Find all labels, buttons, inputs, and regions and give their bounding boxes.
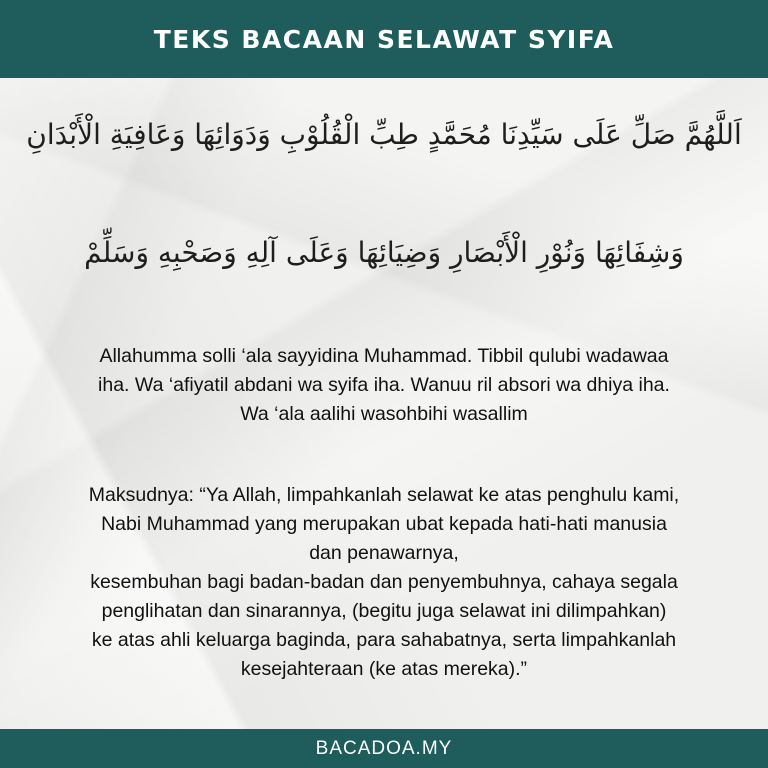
footer-banner	[0, 729, 768, 768]
meaning-line: ke atas ahli keluarga baginda, para sahabatnya, serta limpahkanlah	[91, 629, 677, 651]
meaning-line: Maksudnya: “Ya Allah, limpahkanlah selawat ke atas penghulu kami,	[88, 484, 680, 506]
meaning-line: kesembuhan bagi badan-badan dan penyembuhnya, cahaya segala	[90, 571, 678, 593]
arabic-text-line-1: اَللَّهُمَّ صَلِّ عَلَى سَيِّدِنَا مُحَمَّدٍ طِبِّ الْقُلُوْبِ وَدَوَائِهَا وَعَافِيَةِ الْأَبْدَانِ	[26, 118, 742, 151]
transliteration-line: Allahumma solli ‘ala sayyidina Muhammad. Tibbil qulubi wadawaa	[99, 345, 669, 367]
meaning-paragraph	[2, 481, 766, 684]
meaning-line: Nabi Muhammad yang merupakan ubat kepada hati-hati manusia	[101, 513, 667, 535]
transliteration-line: Wa ‘ala aalihi wasohbihi wasallim	[240, 403, 528, 425]
transliteration-paragraph	[6, 342, 762, 429]
meaning-line: penglihatan dan sinarannya, (begitu juga selawat ini dilimpahkan)	[101, 600, 667, 622]
transliteration-line: iha. Wa ‘afiyatil abdani wa syifa iha. Wanuu ril absori wa dhiya iha.	[98, 374, 670, 396]
meaning-line: kesejahteraan (ke atas mereka).”	[240, 658, 528, 680]
page-title: TEKS BACAAN SELAWAT SYIFA	[153, 24, 615, 54]
footer-site-name: BACADOA.MY	[315, 737, 453, 759]
title-banner	[0, 0, 768, 78]
arabic-text-line-2: وَشِفَائِهَا وَنُوْرِ الْأَبْصَارِ وَضِيَائِهَا وَعَلَى آلِهِ وَصَحْبِهِ وَسَلِّمْ	[84, 236, 684, 269]
meaning-line: dan penawarnya,	[309, 542, 459, 564]
